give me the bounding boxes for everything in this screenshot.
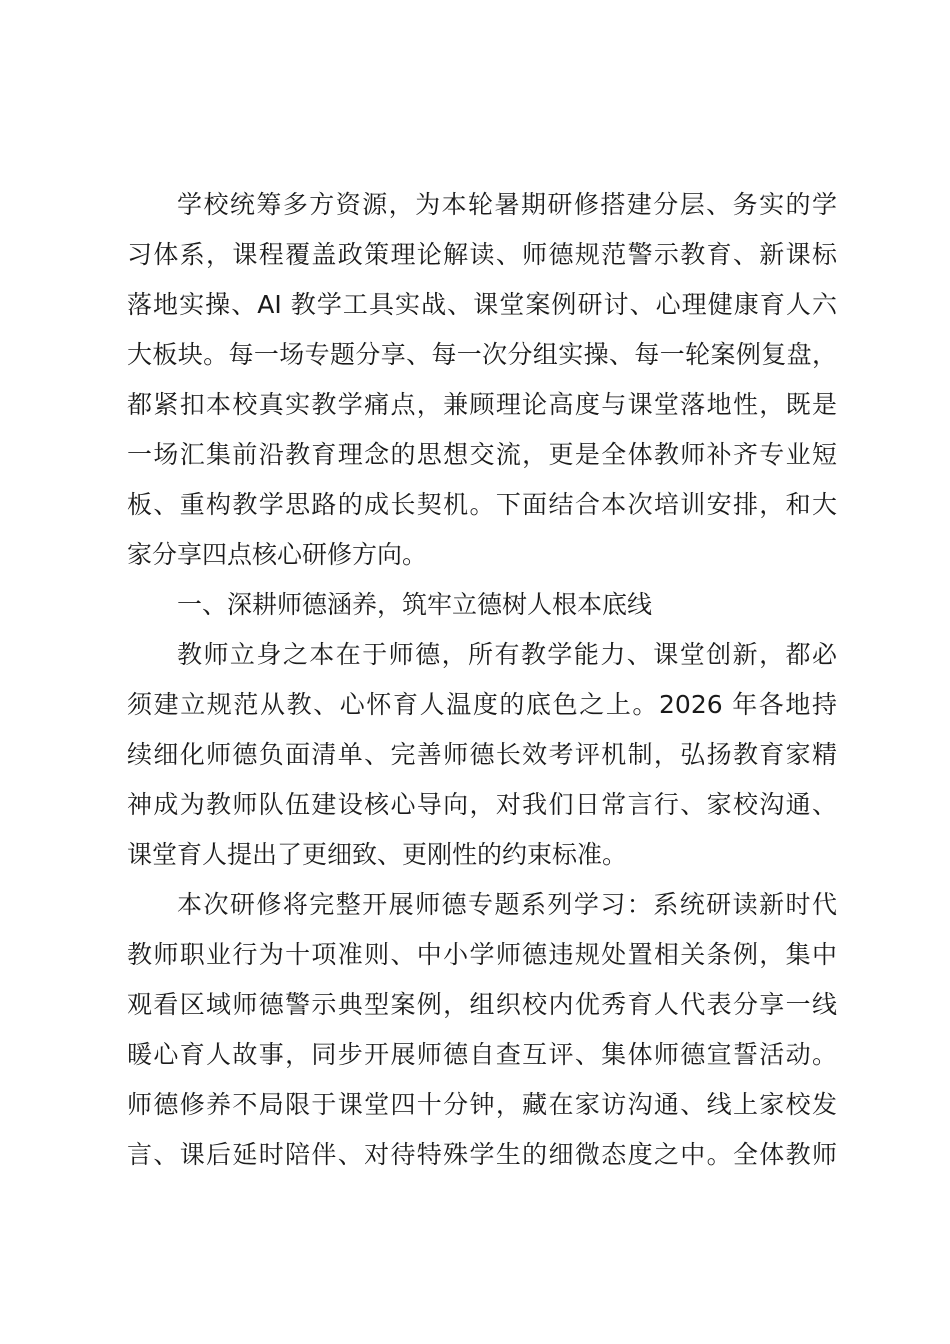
- text-line: 落地实操、AI 教学工具实战、课堂案例研讨、心理健康育人六: [127, 290, 837, 319]
- text-line: 续细化师德负面清单、完善师德长效考评机制，弘扬教育家精: [127, 740, 837, 769]
- document-body: [127, 180, 837, 1180]
- text-line: 观看区域师德警示典型案例，组织校内优秀育人代表分享一线: [127, 990, 837, 1019]
- text-line: 暖心育人故事，同步开展师德自查互评、集体师德宣誓活动。: [127, 1040, 837, 1069]
- text-line: 课堂育人提出了更细致、更刚性的约束标准。: [127, 840, 628, 869]
- text-line: 学校统筹多方资源，为本轮暑期研修搭建分层、务实的学: [177, 190, 837, 219]
- text-line: 一场汇集前沿教育理念的思想交流，更是全体教师补齐专业短: [127, 440, 837, 469]
- text-line: 言、课后延时陪伴、对待特殊学生的细微态度之中。全体教师: [127, 1140, 837, 1169]
- text-line: 本次研修将完整开展师德专题系列学习：系统研读新时代: [177, 890, 837, 919]
- text-line: 一、深耕师德涵养，筑牢立德树人根本底线: [177, 590, 653, 619]
- text-line: 师德修养不局限于课堂四十分钟，藏在家访沟通、线上家校发: [127, 1090, 837, 1119]
- text-line: 须建立规范从教、心怀育人温度的底色之上。2026 年各地持: [127, 690, 837, 719]
- text-line: 习体系，课程覆盖政策理论解读、师德规范警示教育、新课标: [127, 240, 837, 269]
- text-line: 板、重构教学思路的成长契机。下面结合本次培训安排，和大: [127, 490, 837, 519]
- text-line: 都紧扣本校真实教学痛点，兼顾理论高度与课堂落地性，既是: [127, 390, 837, 419]
- text-line: 家分享四点核心研修方向。: [127, 540, 428, 569]
- text-line: 神成为教师队伍建设核心导向，对我们日常言行、家校沟通、: [127, 790, 837, 819]
- text-line: 教师职业行为十项准则、中小学师德违规处置相关条例，集中: [127, 940, 837, 969]
- text-line: 大板块。每一场专题分享、每一次分组实操、每一轮案例复盘，: [127, 340, 837, 369]
- text-line: 教师立身之本在于师德，所有教学能力、课堂创新，都必: [177, 640, 837, 669]
